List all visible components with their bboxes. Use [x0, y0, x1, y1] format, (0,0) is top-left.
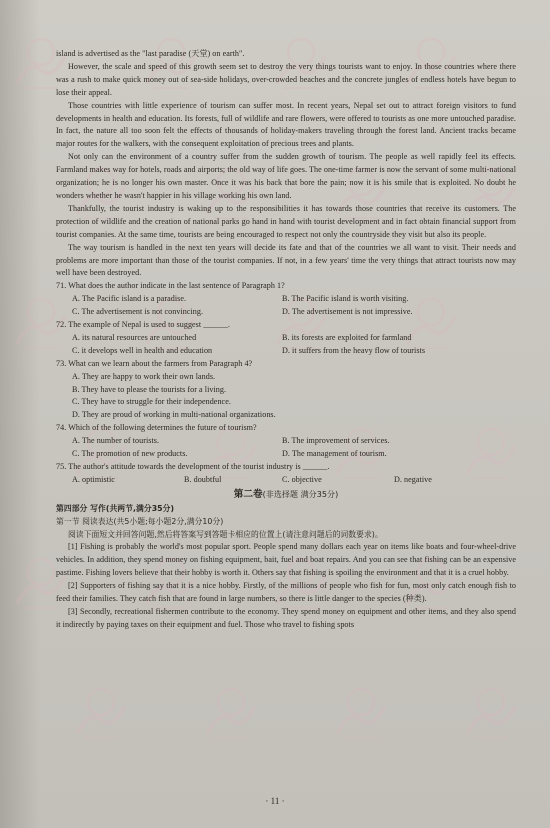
option-c: C. They have to struggle for their independence. — [72, 397, 231, 407]
question-73 — [56, 358, 516, 423]
option-a: A. optimistic — [72, 474, 115, 484]
passage2-paragraph-2: [2] Supporters of fishing say that it is a nice hobby. Firstly, of the millions of people who fish for fun, most only catch enough fish to feed their families. They catch fish that are found in large numbers, so there is little danger to the species (种类). — [56, 581, 516, 604]
subsection-heading: 第一节 阅读表达(共5小题;每小题2分,满分10分) — [56, 516, 224, 526]
option-a: A. The number of tourists. — [72, 436, 160, 446]
passage-paragraph: Those countries with little experience of tourism can suffer most. In recent years, Nepal set out to attract foreign visitors to fund developments in health and education. Its forests, full of wildlife and rare flowers, were offered to tourists as one more untouched paradise. In fact, the nature all too soon felt the effects of thousands of holiday-makers traveling through the forest land. Ancient tracks became major routes for the walkers, with the consequent exploitation of precious trees and plants. — [56, 100, 516, 149]
question-75 — [56, 461, 516, 487]
question-74 — [56, 422, 516, 461]
option-b: B. its forests are exploited for farmland — [282, 332, 412, 342]
passage-line: island is advertised as the "last paradise (天堂) on earth". — [56, 49, 245, 58]
question-stem: 74. Which of the following determines the future of tourism? — [56, 423, 257, 433]
option-a: A. its natural resources are untouched — [72, 332, 197, 342]
passage-paragraph: However, the scale and speed of this growth seem set to destroy the very things tourists want to enjoy. In those countries where there was a rush to make quick money out of sea-side holidays, over-crowded beaches and the concrete jungles of endless hotels have begun to lose their appeal. — [56, 61, 516, 97]
option-a: A. The Pacific island is a paradise. — [72, 294, 187, 304]
question-stem: 71. What does the author indicate in the last sentence of Paragraph 1? — [56, 281, 285, 291]
passage2-paragraph-1: [1] Fishing is probably the world's most popular sport. People spend many dollars each year on items like boats and four-wheel-drive vehicles. In addition, they spend money on fishing equipment, bait, fuel and boat repairs. And you can see that fishing can be an expensive pastime. Fishing lovers believe that their hobby is worth it. Others say that fishing is spoiling the environment and that it is a cruel hobby. — [56, 542, 516, 578]
watermark-logo-icon — [330, 680, 392, 742]
option-c: C. The advertisement is not convincing. — [72, 307, 204, 317]
watermark-logo-icon — [200, 680, 262, 742]
page-number: · 11 · — [265, 796, 285, 806]
instruction-text: 阅读下面短文并回答问题,然后将答案写到答题卡相应的位置上(请注意问题后的词数要求)。 — [68, 529, 383, 539]
question-71 — [56, 280, 516, 319]
option-d: D. negative — [394, 474, 432, 484]
passage-paragraph: Not only can the environment of a country suffer from the sudden growth of tourism. The people as well rapidly feel its effects. Farmland makes way for hotels, roads and airports; the old way of life goes. The one-time farmer is now the servant of some multi-national organization; he is no longer his own master. Once it was his back that bore the pain; now it is his smile that is exploited. No doubt he wonders whether he wasn't happier in his village working his own land. — [56, 152, 516, 200]
option-c: C. it develops well in health and education — [72, 345, 213, 355]
option-b: B. They have to please the tourists for a living. — [72, 384, 227, 394]
question-72 — [56, 319, 516, 358]
question-stem: 73. What can we learn about the farmers from Paragraph 4? — [56, 358, 253, 368]
page-shadow — [0, 0, 40, 828]
question-stem: 75. The author's attitude towards the development of the tourist industry is ______. — [56, 462, 330, 471]
option-c: C. The promotion of new products. — [72, 449, 188, 459]
option-c: C. objective — [282, 474, 322, 484]
part-heading: 第四部分 写作(共两节,满分35分) — [56, 503, 175, 513]
option-d: D. The advertisement is not impressive. — [282, 307, 413, 317]
option-b: B. The improvement of services. — [282, 436, 390, 446]
option-b: B. The Pacific island is worth visiting. — [282, 294, 409, 304]
option-b: B. doubtful — [184, 474, 222, 484]
section-heading — [56, 489, 516, 502]
question-stem: 72. The example of Nepal is used to suggest ______. — [56, 320, 230, 330]
option-a: A. They are happy to work their own lands. — [72, 371, 216, 381]
watermark-logo-icon — [70, 680, 132, 742]
section-title: 第二卷 — [233, 488, 263, 500]
option-d: D. They are proud of working in multi-national organizations. — [72, 410, 276, 420]
passage-paragraph: The way tourism is handled in the next ten years will decide its fate and that of the countries we all want to visit. Their needs and problems are more important than those of the tourist companies. If not, in a few years' time the very things that attract tourists now may well have been destroyed. — [56, 242, 516, 278]
passage2-paragraph-3: [3] Secondly, recreational fishermen contribute to the economy. They spend money on equipment and other items, and they also spend it indirectly by paying taxes on their equipment and fuel. Those who travel to fishing spots — [56, 606, 516, 629]
option-d: D. The management of tourism. — [282, 449, 387, 459]
passage-paragraph: Thankfully, the tourist industry is waking up to the responsibilities it has towards those countries that receive its customers. The protection of wildlife and the creation of national parks go hand in hand with tourist development and in fact obtain financial support from tourist companies. At the same time, tourists are being encouraged to respect not only the countryside they visit but also its people. — [56, 203, 516, 239]
watermark-logo-icon — [460, 680, 522, 742]
section-subtitle: (非选择题 满分35分) — [262, 489, 339, 499]
option-d: D. it suffers from the heavy flow of tourists — [282, 345, 426, 355]
page-content — [56, 48, 516, 632]
